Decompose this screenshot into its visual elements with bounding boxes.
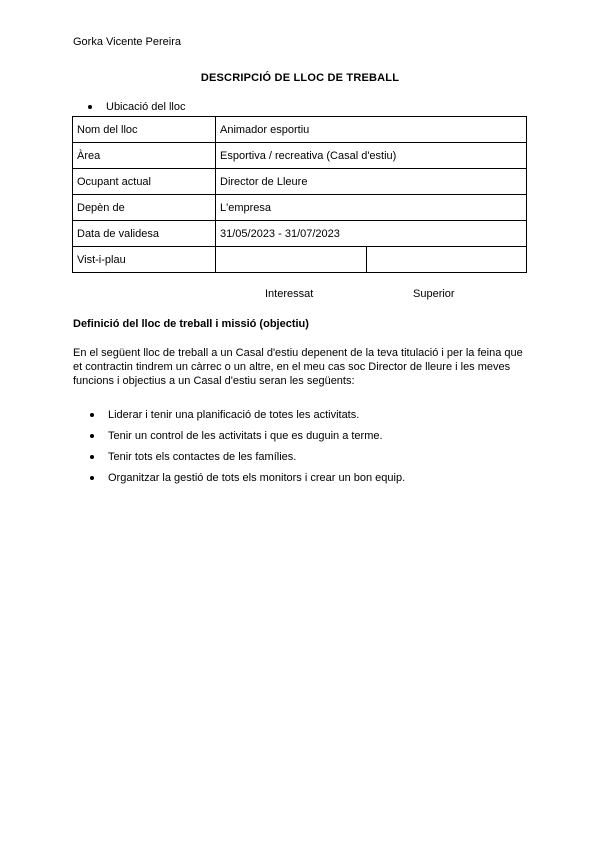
bullet-icon [90,413,94,417]
signature-superior-label: Superior [413,288,455,300]
document-title: DESCRIPCIÓ DE LLOC DE TREBALL [200,72,400,84]
bullet-icon [90,434,94,438]
row-value: Animador esportiu [216,117,527,143]
bullet-icon [88,105,92,109]
list-item [90,425,530,446]
row-label: Vist-i-plau [73,247,216,273]
list-item-text: Tenir un control de les activitats i que es duguin a terme. [108,429,383,442]
list-item [90,446,530,467]
row-label: Data de validesa [73,221,216,247]
goals-list [90,404,530,488]
row-label: Àrea [73,143,216,169]
signature-interested-label: Interessat [265,288,314,300]
job-info-table [72,116,527,273]
list-item [90,467,530,488]
location-bullet-label: Ubicació del lloc [106,101,186,113]
signature-interested-cell [216,247,367,273]
row-label: Nom del lloc [73,117,216,143]
author-name: Gorka Vicente Pereira [73,36,182,48]
table-row [73,195,527,221]
bullet-icon [90,455,94,459]
table-row [73,247,527,273]
row-label: Ocupant actual [73,169,216,195]
row-value: Esportiva / recreativa (Casal d'estiu) [216,143,527,169]
row-label: Depèn de [73,195,216,221]
signature-superior-cell [367,247,527,273]
list-item-text: Organitzar la gestió de tots els monitors i crear un bon equip. [108,471,406,484]
list-item [90,404,530,425]
list-item-text: Tenir tots els contactes de les famílies. [108,450,297,463]
row-value: L'empresa [216,195,527,221]
definition-paragraph: En el següent lloc de treball a un Casal d'estiu depenent de la teva titulació i per la feina que et contractin tindrem un càrrec o un altre, en el meu cas soc Director de lleure i les meves funcions i objectius a un Casal d'estiu seran les següents: [73,347,523,387]
table-row [73,221,527,247]
row-value: Director de Lleure [216,169,527,195]
row-value: 31/05/2023 - 31/07/2023 [216,221,527,247]
list-item-text: Liderar i tenir una planificació de totes les activitats. [108,408,360,421]
table-row [73,143,527,169]
table-row [73,169,527,195]
section-heading: Definició del lloc de treball i missió (objectiu) [73,318,309,330]
table-row [73,117,527,143]
bullet-icon [90,476,94,480]
location-bullet [88,101,185,113]
